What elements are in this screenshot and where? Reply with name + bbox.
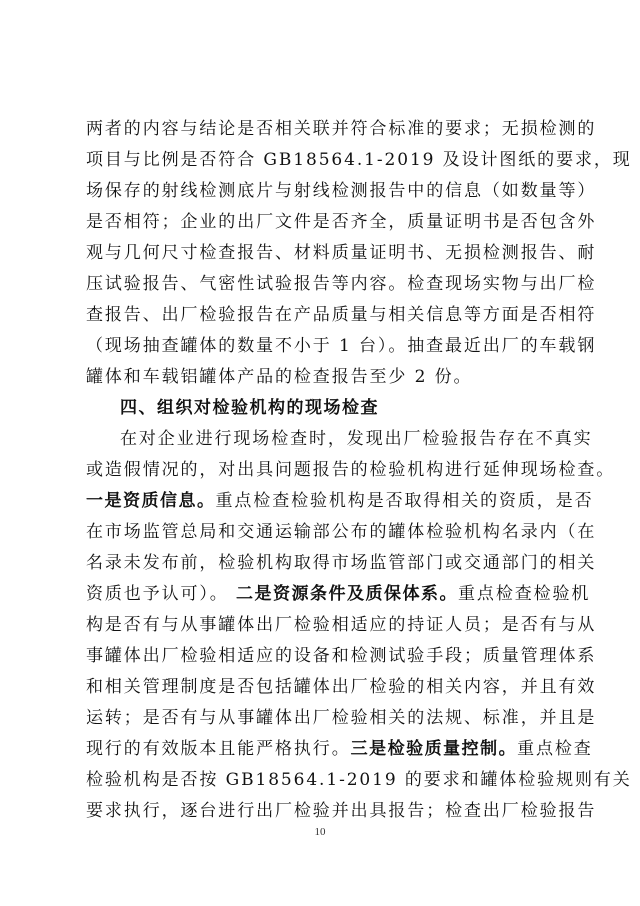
text-span: 重点检查检验机 bbox=[458, 584, 591, 604]
text-line bbox=[86, 582, 591, 606]
text-line: 在对企业进行现场检查时，发现出厂检验报告存在不真实 bbox=[120, 429, 593, 449]
text-line: 或造假情况的，对出具问题报告的检验机构进行延伸现场检查。 bbox=[86, 460, 616, 480]
text-line: 在市场监管总局和交通运输部公布的罐体检验机构名录内（在 bbox=[86, 522, 597, 542]
text-line: （现场抽查罐体的数量不小于 1 台）。抽查最近出厂的车载钢 bbox=[86, 336, 597, 356]
bold-lead-text: 二是资源条件及质保体系。 bbox=[236, 584, 459, 604]
text-line: 构是否有与从事罐体出厂检验相适应的持证人员；是否有与从 bbox=[86, 615, 597, 635]
text-line: 和相关管理制度是否包括罐体出厂检验的相关内容，并且有效 bbox=[86, 677, 597, 697]
section-heading: 四、组织对检验机构的现场检查 bbox=[120, 398, 379, 418]
text-line: 项目与比例是否符合 GB18564.1-2019 及设计图纸的要求，现 bbox=[86, 150, 632, 170]
text-span: 重点检查检验机构是否取得相关的资质，是否 bbox=[215, 491, 594, 511]
bold-lead-text: 一是资质信息。 bbox=[86, 491, 216, 511]
text-span: 重点检查 bbox=[517, 739, 593, 759]
text-span: 资质也予认可）。 bbox=[86, 584, 237, 604]
text-line: 压试验报告、气密性试验报告等内容。检查现场实物与出厂检 bbox=[86, 274, 597, 294]
text-line: 罐体和车载铝罐体产品的检查报告至少 2 份。 bbox=[86, 367, 473, 387]
text-line bbox=[86, 737, 593, 761]
text-line: 观与几何尺寸检查报告、材料质量证明书、无损检测报告、耐 bbox=[86, 243, 597, 263]
text-line: 是否相符；企业的出厂文件是否齐全，质量证明书是否包含外 bbox=[86, 212, 597, 232]
text-line: 事罐体出厂检验相适应的设备和检测试验手段；质量管理体系 bbox=[86, 646, 597, 666]
bold-lead-text: 三是检验质量控制。 bbox=[350, 739, 518, 759]
text-line: 运转；是否有与从事罐体出厂检验相关的法规、标准，并且是 bbox=[86, 708, 597, 728]
text-line: 名录未发布前，检验机构取得市场监管部门或交通部门的相关 bbox=[86, 553, 597, 573]
text-span: 现行的有效版本且能严格执行。 bbox=[86, 739, 351, 759]
text-line: 查报告、出厂检验报告在产品质量与相关信息等方面是否相符 bbox=[86, 305, 597, 325]
text-line: 场保存的射线检测底片与射线检测报告中的信息（如数量等） bbox=[86, 181, 597, 201]
text-line: 两者的内容与结论是否相关联并符合标准的要求；无损检测的 bbox=[86, 119, 597, 139]
text-line: 检验机构是否按 GB18564.1-2019 的要求和罐体检验规则有关 bbox=[86, 770, 632, 790]
text-line bbox=[86, 489, 594, 513]
text-line: 要求执行，逐台进行出厂检验并出具报告；检查出厂检验报告 bbox=[86, 801, 597, 821]
page-number: 10 bbox=[314, 826, 326, 838]
